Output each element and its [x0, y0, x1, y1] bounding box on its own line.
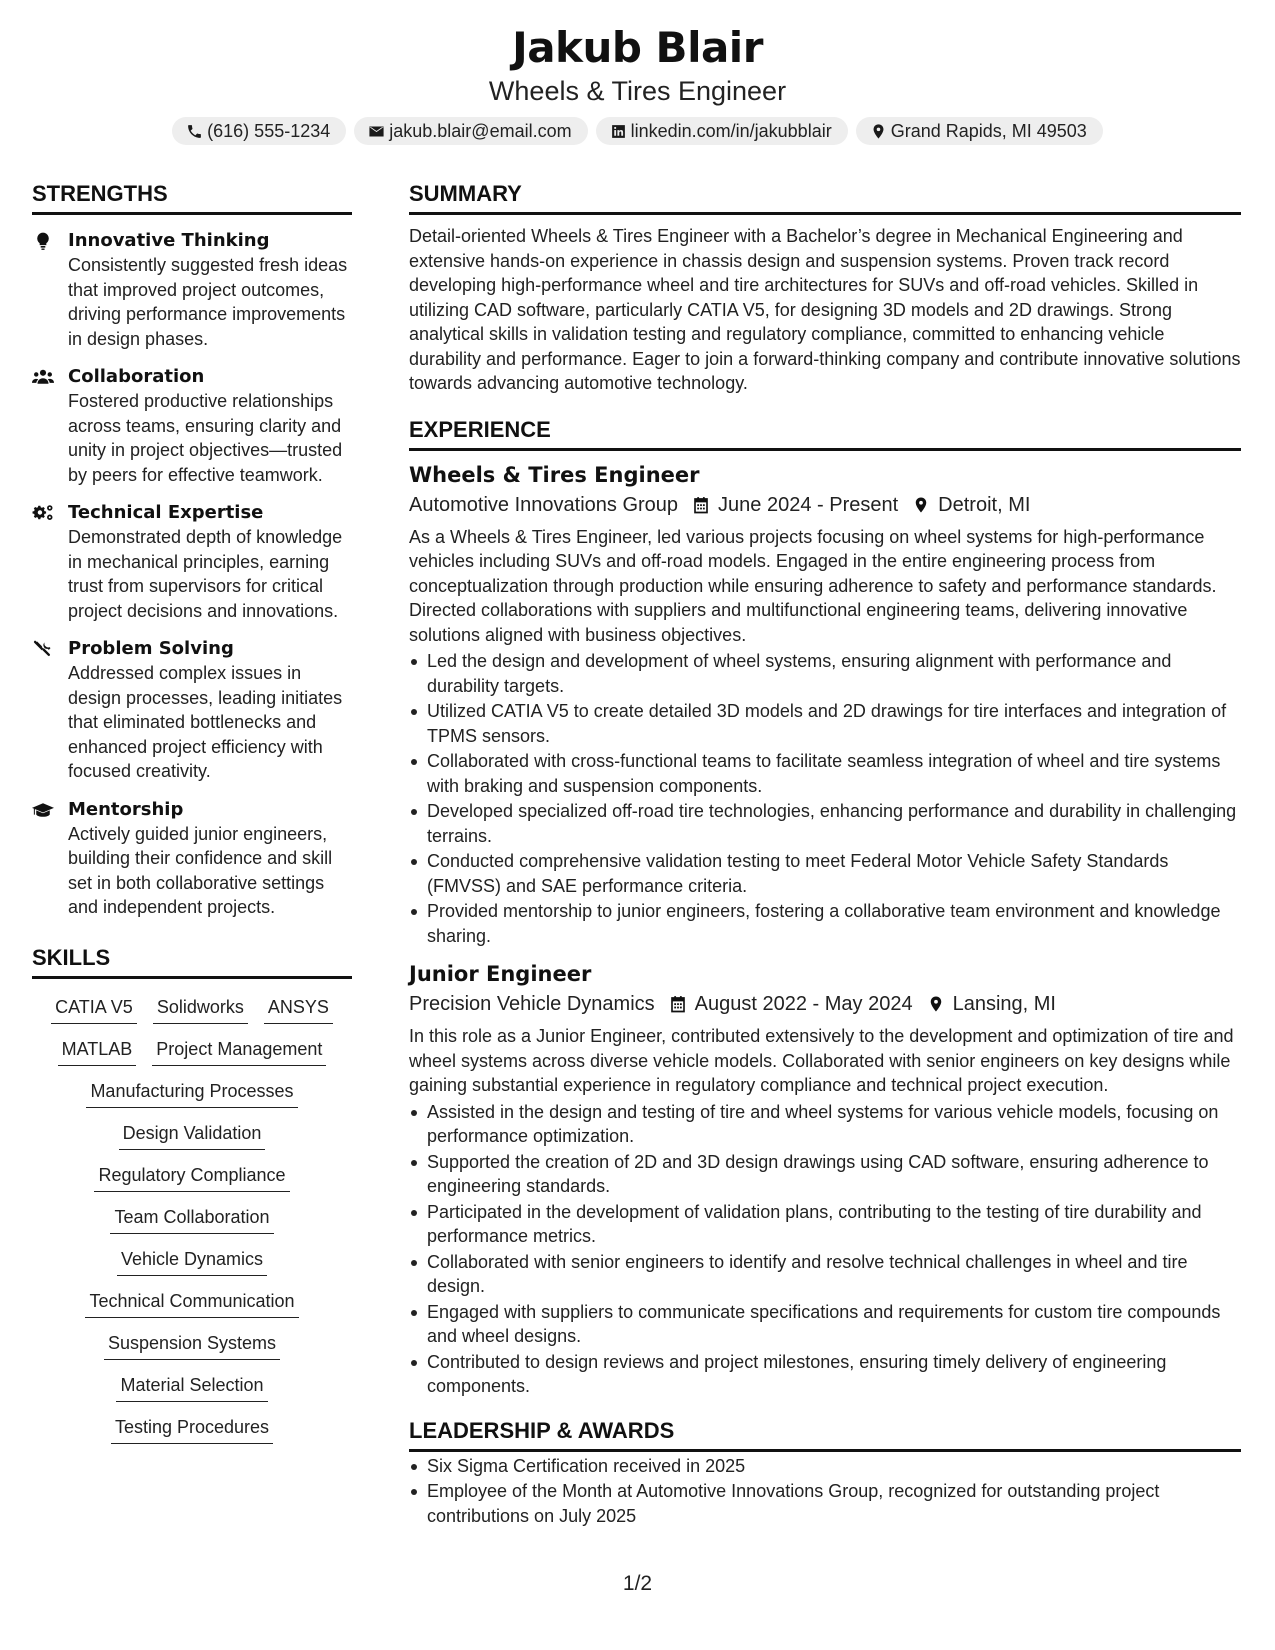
summary-heading: SUMMARY — [409, 180, 1241, 215]
job-bullets — [409, 649, 1241, 948]
job-title: Wheels & Tires Engineer — [409, 462, 700, 487]
list-item: Provided mentorship to junior engineers, fostering a collaborative team environment and knowledge sharing. — [409, 899, 1241, 948]
strength-item — [32, 637, 352, 784]
job-location: Lansing, MI — [952, 993, 1056, 1015]
map-pin-icon — [912, 496, 930, 514]
leadership-heading: LEADERSHIP & AWARDS — [409, 1417, 1241, 1452]
list-item: Led the design and development of wheel systems, ensuring alignment with performance and durability targets. — [409, 649, 1241, 698]
strength-title: Innovative Thinking — [68, 230, 270, 251]
strengths-heading: STRENGTHS — [32, 180, 352, 215]
contact-email[interactable] — [354, 117, 587, 145]
graduation-cap-icon — [32, 800, 54, 820]
list-item: Collaborated with senior engineers to identify and resolve technical challenges in wheel and tire design. — [409, 1250, 1241, 1299]
linkedin-icon — [610, 123, 627, 140]
skill-tag: Team Collaboration — [110, 1205, 273, 1234]
strength-item — [32, 501, 352, 623]
resume-header — [0, 22, 1275, 145]
job-entry — [409, 461, 1241, 949]
map-pin-icon — [870, 123, 887, 140]
strength-title: Collaboration — [68, 366, 205, 387]
leadership-list — [409, 1454, 1241, 1529]
job-title: Junior Engineer — [409, 962, 592, 986]
skill-tag: Manufacturing Processes — [86, 1079, 297, 1108]
skill-tag: Suspension Systems — [104, 1331, 280, 1360]
skills-list — [32, 995, 352, 1444]
strength-desc: Demonstrated depth of knowledge in mechanical principles, earning trust from supervisors for critical project decisions and innovations. — [68, 527, 343, 621]
list-item: Supported the creation of 2D and 3D design drawings using CAD software, ensuring adherence to engineering standards. — [409, 1150, 1241, 1199]
skill-tag: Vehicle Dynamics — [117, 1247, 267, 1276]
left-column — [32, 180, 352, 1444]
strength-item — [32, 798, 352, 920]
strength-item — [32, 229, 352, 351]
gears-icon — [32, 503, 54, 523]
strength-desc: Consistently suggested fresh ideas that improved project outcomes, driving performance improvements in design phases. — [68, 255, 348, 349]
list-item: Assisted in the design and testing of tire and wheel systems for various vehicle models, focusing on performance optimization. — [409, 1100, 1241, 1149]
list-item: Engaged with suppliers to communicate specifications and requirements for custom tire compounds and wheel designs. — [409, 1300, 1241, 1349]
job-dates: August 2022 - May 2024 — [694, 993, 913, 1015]
list-item: Employee of the Month at Automotive Innovations Group, recognized for outstanding project contributions on July 2025 — [409, 1479, 1241, 1528]
candidate-title: Wheels & Tires Engineer — [488, 76, 787, 106]
job-description: In this role as a Junior Engineer, contributed extensively to the development and optimization of tire and wheel systems across diverse vehicle models. Collaborated with senior engineers on key designs while gaining substantial experience in regulatory compliance and technical project execution. — [409, 1026, 1234, 1095]
contact-email-text: jakub.blair@email.com — [389, 120, 572, 141]
job-meta — [409, 990, 1241, 1018]
page-number: 1/2 — [622, 1572, 653, 1595]
list-item: Developed specialized off-road tire technologies, enhancing performance and durability in challenging terrains. — [409, 799, 1241, 848]
strength-title: Problem Solving — [68, 638, 234, 659]
tools-icon — [32, 639, 54, 659]
contact-phone-text: (616) 555-1234 — [207, 120, 331, 141]
experience-heading: EXPERIENCE — [409, 416, 1241, 451]
job-location: Detroit, MI — [938, 493, 1031, 516]
list-item: Participated in the development of validation plans, contributing to the testing of tire durability and performance metrics. — [409, 1200, 1241, 1249]
contact-bar — [0, 117, 1275, 145]
envelope-icon — [368, 123, 385, 140]
summary-text: Detail-oriented Wheels & Tires Engineer with a Bachelor’s degree in Mechanical Engineering and extensive hands-on experience in chassis design and suspension systems. Proven track record developing high-performance wheel and tire architectures for SUVs and off-road vehicles. Skilled in utilizing CAD software, particularly CATIA V5, for designing 3D models and 2D drawings. Strong analytical skills in validation testing and regulatory compliance, committed to enhancing vehicle durability and performance. Eager to join a forward-thinking company and contribute innovative solutions towards advancing automotive technology. — [409, 226, 1241, 393]
strength-item — [32, 365, 352, 487]
skill-tag: Testing Procedures — [111, 1415, 273, 1444]
calendar-icon — [692, 496, 710, 514]
strength-title: Mentorship — [68, 798, 184, 820]
users-icon — [32, 367, 54, 387]
skill-tag: ANSYS — [264, 995, 333, 1024]
contact-phone[interactable] — [172, 117, 346, 145]
job-dates: June 2024 - Present — [718, 493, 899, 516]
skill-tag: Project Management — [152, 1037, 326, 1066]
job-company: Precision Vehicle Dynamics — [409, 993, 655, 1015]
lightbulb-icon — [32, 231, 54, 251]
list-item: Contributed to design reviews and project milestones, ensuring timely delivery of engineering components. — [409, 1350, 1241, 1399]
skill-tag: Design Validation — [119, 1121, 266, 1150]
skill-tag: Regulatory Compliance — [94, 1163, 289, 1192]
job-bullets — [409, 1100, 1241, 1399]
job-meta — [409, 491, 1241, 519]
contact-linkedin[interactable] — [596, 117, 848, 145]
phone-icon — [186, 123, 203, 140]
list-item: Utilized CATIA V5 to create detailed 3D models and 2D drawings for tire interfaces and integration of TPMS sensors. — [409, 699, 1241, 748]
job-entry — [409, 960, 1241, 1399]
strength-desc: Actively guided junior engineers, building their confidence and skill set in both collaborative settings and independent projects. — [68, 823, 333, 917]
contact-linkedin-text: linkedin.com/in/jakubblair — [630, 120, 832, 141]
skill-tag: Technical Communication — [85, 1289, 298, 1318]
contact-location[interactable] — [856, 117, 1103, 145]
list-item: Six Sigma Certification received in 2025 — [409, 1454, 1241, 1479]
skills-heading: SKILLS — [32, 944, 352, 979]
calendar-icon — [669, 995, 687, 1013]
strength-desc: Fostered productive relationships across teams, ensuring clarity and unity in project objectives—trusted by peers for effective teamwork. — [68, 391, 343, 485]
skill-tag: CATIA V5 — [51, 995, 137, 1024]
candidate-name: Jakub Blair — [512, 23, 763, 72]
job-company: Automotive Innovations Group — [409, 493, 679, 516]
contact-location-text: Grand Rapids, MI 49503 — [890, 120, 1087, 141]
strength-desc: Addressed complex issues in design processes, leading initiates that eliminated bottlenecks and enhanced project efficiency with focused creativity. — [68, 663, 343, 781]
job-description: As a Wheels & Tires Engineer, led various projects focusing on wheel systems for high-performance vehicles including SUVs and off-road models. Engaged in the entire engineering process from conceptualization through production while ensuring adherence to safety and performance standards. Directed collaborations with suppliers and multifunctional engineering teams, delivering innovative solutions aligned with business objectives. — [409, 526, 1217, 645]
map-pin-icon — [927, 995, 945, 1013]
list-item: Collaborated with cross-functional teams to facilitate seamless integration of wheel and tire systems with braking and suspension components. — [409, 749, 1241, 798]
list-item: Conducted comprehensive validation testing to meet Federal Motor Vehicle Safety Standards (FMVSS) and SAE performance criteria. — [409, 849, 1241, 898]
right-column — [409, 180, 1241, 1528]
strength-title: Technical Expertise — [68, 502, 264, 523]
skill-tag: Solidworks — [153, 995, 248, 1024]
skill-tag: Material Selection — [116, 1373, 267, 1402]
skill-tag: MATLAB — [58, 1037, 137, 1066]
